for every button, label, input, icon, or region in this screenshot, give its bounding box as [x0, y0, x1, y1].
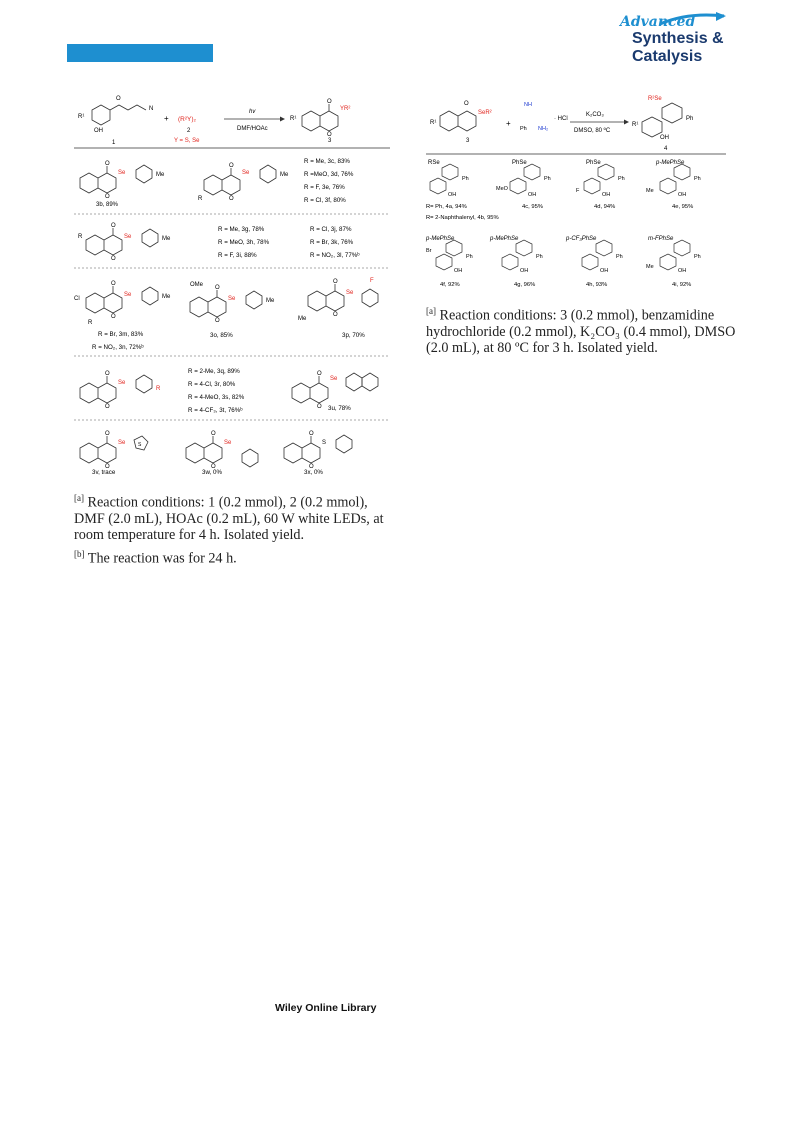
hcl-label: · HCl: [554, 116, 568, 122]
left-footnote-a: [a] Reaction conditions: 1 (0.2 mmol), 2 (0.2 mmol), DMF (2.0 mL), HOAc (0.2 mL), 60 W white LEDs, at room temperature for 4 h. Isolated yield.: [74, 493, 384, 543]
scheme-right: [426, 92, 726, 292]
row-3: [74, 278, 390, 356]
svg-text:OMe: OMe: [190, 282, 204, 288]
compound-4d: 4d, 94%: [594, 204, 616, 210]
svg-text:OH: OH: [454, 268, 463, 274]
note-4b: R= 2-Naphthalenyl, 4b, 95%: [426, 215, 499, 221]
svg-text:PhSe: PhSe: [586, 160, 601, 166]
row-5: [80, 431, 352, 476]
row3-item-1: R = Br, 3m, 83%: [98, 331, 144, 338]
row1-item-1: R = Me, 3c, 83%: [304, 158, 350, 165]
row-1: [74, 158, 390, 214]
right-sm-number: 3: [466, 138, 470, 144]
wiley-online-library: Wiley Online Library: [275, 1002, 377, 1014]
journal-logo: [618, 10, 778, 70]
svg-text:Me: Me: [646, 188, 654, 194]
row4-item-2: R = 4-Cl, 3r, 80%: [188, 381, 236, 388]
svg-text:Se: Se: [124, 234, 132, 240]
product-number: 3: [328, 138, 332, 144]
svg-text:p-CF₃PhSe: p-CF₃PhSe: [566, 236, 597, 242]
svg-text:Se: Se: [330, 376, 338, 382]
compound-4i: 4i, 92%: [672, 282, 692, 288]
note-4a: R= Ph, 4a, 94%: [426, 204, 467, 210]
product-substituent: YR²: [340, 106, 351, 112]
svg-text:SeR²: SeR²: [478, 110, 492, 116]
scheme-left: O O O N R¹ OH 1 + (R²Y)₂ 2 Y = S, Se hv DMF/HOAc R¹ YR² 3 Se Me 3b, 89% R Se Me R = Me, 3c, 83% R =MeO, 3d, 76% R = F, 3e, 76% R = Cl, 3f, 80% R Se Me R = Me, 3g, 78% R = MeO, 3h, 78% R = F, 3i, 88% R = Cl, 3j, 87% R = Br, 3k, 76% R = NO₂, 3l, 77%ᵇ Cl R Se Me R = Br, 3m, 83% R = NO₂, 3n, 72%ᵇ OMe Se Me 3o, 85% Me Se F 3p, 70% Se R R = 2-Me, 3q, 89% R = 4-Cl, 3r, 80% R = 4-MeO, 3s, 82% R = 4-CF₃, 3t, 76%ᵇ Se 3u, 78% Se S 3v, trace Se 3w, 0% S 3x, 0%: [74, 88, 390, 480]
svg-text:R²Se: R²Se: [648, 96, 662, 102]
svg-text:OH: OH: [678, 268, 687, 274]
compound-3u: 3u, 78%: [328, 405, 351, 412]
svg-text:R: R: [156, 386, 161, 392]
svg-text:Ph: Ph: [618, 176, 625, 182]
svg-text:Ph: Ph: [466, 254, 473, 260]
svg-text:Se: Se: [242, 170, 250, 176]
row2-col1-item-3: R = F, 3i, 88%: [218, 252, 257, 259]
row2-col1-item-1: R = Me, 3g, 78%: [218, 226, 265, 233]
compound-3p: 3p, 70%: [342, 332, 365, 339]
svg-text:S: S: [138, 442, 142, 448]
svg-text:Me: Me: [162, 294, 171, 300]
row-4: [74, 368, 390, 420]
svg-text:Se: Se: [346, 290, 354, 296]
svg-text:Me: Me: [156, 172, 165, 178]
svg-text:R¹: R¹: [290, 116, 297, 122]
svg-text:R: R: [88, 320, 93, 326]
svg-text:Ph: Ph: [462, 176, 469, 182]
row2-col2-item-3: R = NO₂, 3l, 77%ᵇ: [310, 252, 360, 259]
svg-text:R¹: R¹: [430, 120, 437, 126]
svg-text:OH: OH: [94, 128, 103, 134]
right-conditions-top: K₂CO₃: [586, 112, 604, 118]
svg-text:R: R: [78, 234, 83, 240]
logo-line-3: Catalysis: [632, 48, 703, 65]
svg-text:Se: Se: [118, 380, 126, 386]
svg-text:NH: NH: [524, 102, 532, 108]
svg-text:PhSe: PhSe: [512, 160, 527, 166]
row1-item-2: R =MeO, 3d, 76%: [304, 171, 354, 178]
svg-text:OH: OH: [678, 192, 687, 198]
right-reaction-equation: [426, 96, 726, 154]
svg-text:Br: Br: [426, 248, 432, 254]
svg-text:R¹: R¹: [632, 122, 639, 128]
svg-text:Ph: Ph: [536, 254, 543, 260]
row2-col1-item-2: R = MeO, 3h, 78%: [218, 239, 270, 246]
compound-4e: 4e, 95%: [672, 204, 694, 210]
svg-text:Ph: Ph: [686, 116, 694, 122]
svg-text:R¹: R¹: [78, 114, 85, 120]
svg-text:OH: OH: [520, 268, 529, 274]
row3-item-2: R = NO₂, 3n, 72%ᵇ: [92, 344, 144, 351]
svg-text:p-MePhSe: p-MePhSe: [656, 160, 685, 166]
svg-text:Me: Me: [298, 316, 307, 322]
row1-item-4: R = Cl, 3f, 80%: [304, 197, 346, 204]
svg-text:RSe: RSe: [428, 160, 440, 166]
svg-text:O: O: [116, 96, 121, 102]
reaction-equation: [74, 96, 390, 148]
svg-text:F: F: [576, 188, 580, 194]
compound-4c: 4c, 95%: [522, 204, 543, 210]
compound-4f: 4f, 92%: [440, 282, 460, 288]
right-conditions-bottom: DMSO, 80 ºC: [574, 128, 611, 134]
row4-item-3: R = 4-MeO, 3s, 82%: [188, 394, 245, 401]
svg-text:Ph: Ph: [616, 254, 623, 260]
svg-text:MeO: MeO: [496, 186, 508, 192]
compound-3b: 3b, 89%: [96, 202, 119, 208]
row-2: [74, 223, 390, 268]
svg-text:F: F: [370, 278, 374, 284]
svg-text:Me: Me: [266, 298, 275, 304]
conditions-top: hv: [249, 109, 256, 115]
svg-text:Se: Se: [224, 440, 232, 446]
compound-3o: 3o, 85%: [210, 332, 233, 339]
sm-number: 1: [112, 140, 116, 146]
svg-text:OH: OH: [528, 192, 537, 198]
row4-item-1: R = 2-Me, 3q, 89%: [188, 368, 240, 375]
svg-text:Se: Se: [228, 296, 236, 302]
svg-text:Se: Se: [118, 440, 126, 446]
svg-text:Me: Me: [162, 236, 171, 242]
svg-text:m-FPhSe: m-FPhSe: [648, 236, 674, 242]
right-footnote: [a] Reaction conditions: 3 (0.2 mmol), benzamidine hydrochloride (0.2 mmol), K₂CO₃ (0.4 mmol), DMSO (2.0 mL), at 80 ºC for 3 h. Isolated yield.: [426, 306, 736, 356]
svg-text:N: N: [149, 106, 154, 112]
row1-item-3: R = F, 3e, 76%: [304, 184, 345, 191]
svg-text:Ph: Ph: [694, 176, 701, 182]
row4-item-4: R = 4-CF₃, 3t, 76%ᵇ: [188, 407, 243, 414]
svg-text:Se: Se: [124, 292, 132, 298]
row2-col2-item-2: R = Br, 3k, 76%: [310, 239, 354, 246]
right-row-2: [425, 236, 701, 288]
left-footnote-b: [b] The reaction was for 24 h.: [74, 549, 237, 567]
svg-text:p-MePhSe: p-MePhSe: [426, 236, 455, 242]
conditions-bottom: DMF/HOAc: [237, 126, 268, 132]
svg-text:S: S: [322, 440, 327, 446]
logo-line-2: Synthesis &: [632, 30, 724, 47]
svg-text:Me: Me: [280, 172, 289, 178]
compound-4h: 4h, 93%: [586, 282, 608, 288]
journal-header-bar: [67, 44, 213, 62]
svg-text:OH: OH: [660, 135, 669, 141]
svg-text:Se: Se: [118, 170, 126, 176]
svg-text:Ph: Ph: [520, 126, 527, 132]
svg-text:Ph: Ph: [544, 176, 551, 182]
svg-text:+: +: [164, 114, 169, 123]
reagent-label: (R²Y)₂: [178, 116, 197, 123]
svg-text:OH: OH: [602, 192, 611, 198]
svg-text:O: O: [464, 101, 469, 107]
logo-line-1: Advanced: [620, 14, 696, 30]
compound-3w: 3w, 0%: [202, 469, 222, 476]
right-product-number: 4: [664, 146, 668, 152]
svg-text:NH₂: NH₂: [538, 126, 549, 132]
svg-text:p-MePhSe: p-MePhSe: [490, 236, 519, 242]
reagent-number: 2: [187, 128, 191, 134]
svg-text:Me: Me: [646, 264, 654, 270]
svg-text:+: +: [506, 119, 511, 128]
compound-3x: 3x, 0%: [304, 469, 323, 476]
svg-text:OH: OH: [600, 268, 609, 274]
svg-text:OH: OH: [448, 192, 457, 198]
svg-text:Ph: Ph: [694, 254, 701, 260]
right-row-1: [426, 160, 701, 221]
svg-text:R: R: [198, 196, 203, 202]
reagent-note: Y = S, Se: [174, 138, 200, 144]
compound-4g: 4g, 96%: [514, 282, 536, 288]
compound-3v: 3v, trace: [92, 469, 116, 476]
svg-text:Cl: Cl: [74, 296, 80, 302]
row2-col2-item-1: R = Cl, 3j, 87%: [310, 226, 352, 233]
